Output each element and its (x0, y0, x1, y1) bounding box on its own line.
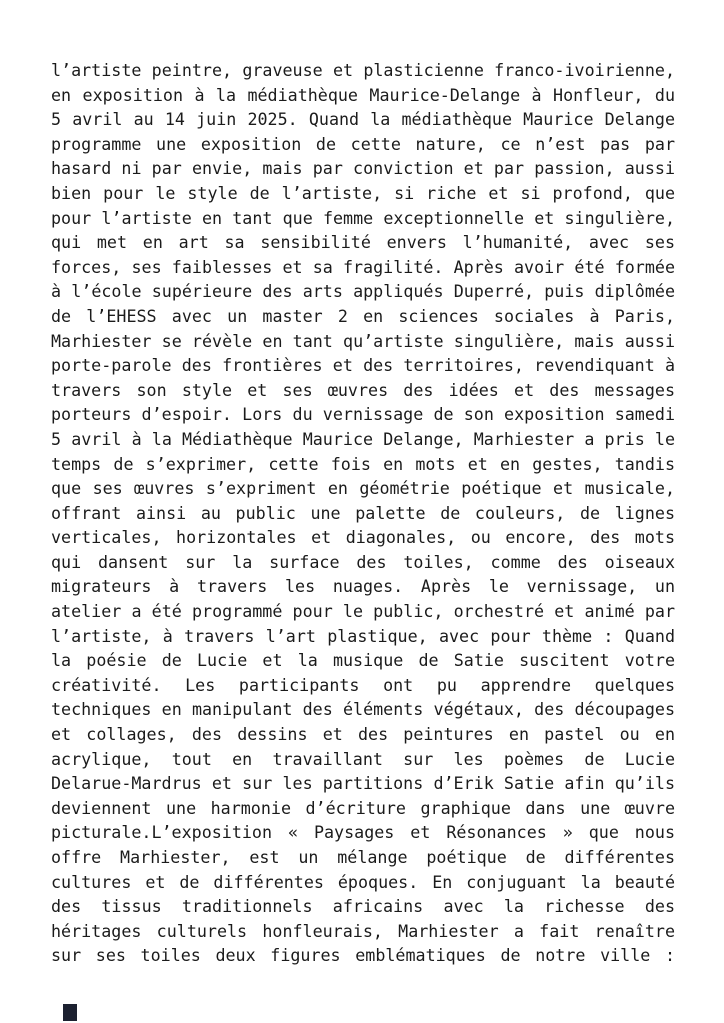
text-line: des tissus traditionnels africains avec la richesse des (51, 896, 675, 917)
text-line: que ses œuvres s’expriment en géométrie poétique et musicale, (51, 478, 675, 499)
text-line: acrylique, tout en travaillant sur les poèmes de Lucie (51, 748, 675, 769)
text-line: pour l’artiste en tant que femme exceptionnelle et singulière, (51, 207, 675, 228)
text-line: forces, ses faiblesses et sa fragilité. Après avoir été formée (51, 256, 675, 277)
text-line: cultures et de différentes époques. En conjuguant la beauté (51, 871, 675, 892)
text-line: héritages culturels honfleurais, Marhiester a fait renaître (51, 920, 675, 941)
text-line: 5 avril à la Médiathèque Maurice Delange, Marhiester a pris le (51, 428, 675, 449)
text-line: hasard ni par envie, mais par conviction et par passion, aussi (51, 158, 675, 179)
text-line: la poésie de Lucie et la musique de Satie suscitent votre (51, 650, 675, 671)
text-line: porte-parole des frontières et des territoires, revendiquant à (51, 355, 675, 376)
text-line: Delarue-Mardrus et sur les partitions d’Erik Satie afin qu’ils (51, 773, 675, 794)
text-line: Marhiester se révèle en tant qu’artiste singulière, mais aussi (51, 330, 675, 351)
text-line: migrateurs à travers les nuages. Après le vernissage, un (51, 576, 675, 597)
text-line: à l’école supérieure des arts appliqués Duperré, puis diplômée (51, 281, 675, 302)
text-line: l’artiste peintre, graveuse et plasticienne franco-ivoirienne, (51, 60, 675, 80)
text-line: de l’EHESS avec un master 2 en sciences sociales à Paris, (51, 305, 675, 326)
text-line: et collages, des dessins et des peintures en pastel ou en (51, 724, 675, 745)
text-line: offre Marhiester, est un mélange poétique de différentes (51, 847, 675, 867)
text-line: picturale.L’exposition « Paysages et Résonances » que nous (51, 822, 675, 843)
text-line: atelier a été programmé pour le public, orchestré et animé par (51, 601, 675, 622)
text-line: bien pour le style de l’artiste, si riche et si profond, que (51, 182, 675, 203)
text-line: qui met en art sa sensibilité envers l’humanité, avec ses (51, 232, 675, 253)
text-line: programme une exposition de cette nature, ce n’est pas par (51, 133, 675, 154)
text-line: porteurs d’espoir. Lors du vernissage de son exposition samedi (51, 404, 675, 425)
text-line: 5 avril au 14 juin 2025. Quand la médiathèque Maurice Delange (51, 109, 675, 130)
text-line: techniques en manipulant des éléments végétaux, des découpages (51, 699, 675, 720)
text-line: offrant ainsi au public une palette de couleurs, de lignes (51, 502, 675, 523)
text-line: créativité. Les participants ont pu apprendre quelques (51, 674, 675, 695)
text-line: l’artiste, à travers l’art plastique, avec pour thème : Quand (51, 625, 675, 646)
text-line: temps de s’exprimer, cette fois en mots et en gestes, tandis (51, 453, 675, 474)
text-line: travers son style et ses œuvres des idées et des messages (51, 379, 675, 400)
text-line: qui dansent sur la surface des toiles, comme des oiseaux (51, 551, 675, 572)
text-line: verticales, horizontales et diagonales, ou encore, des mots (51, 527, 675, 548)
text-line: sur ses toiles deux figures emblématiques de notre ville : (51, 945, 675, 966)
article-text (51, 58, 675, 968)
text-cursor (63, 1004, 77, 1021)
text-line: en exposition à la médiathèque Maurice-Delange à Honfleur, du (51, 84, 675, 105)
text-line: deviennent une harmonie d’écriture graphique dans une œuvre (51, 797, 675, 818)
